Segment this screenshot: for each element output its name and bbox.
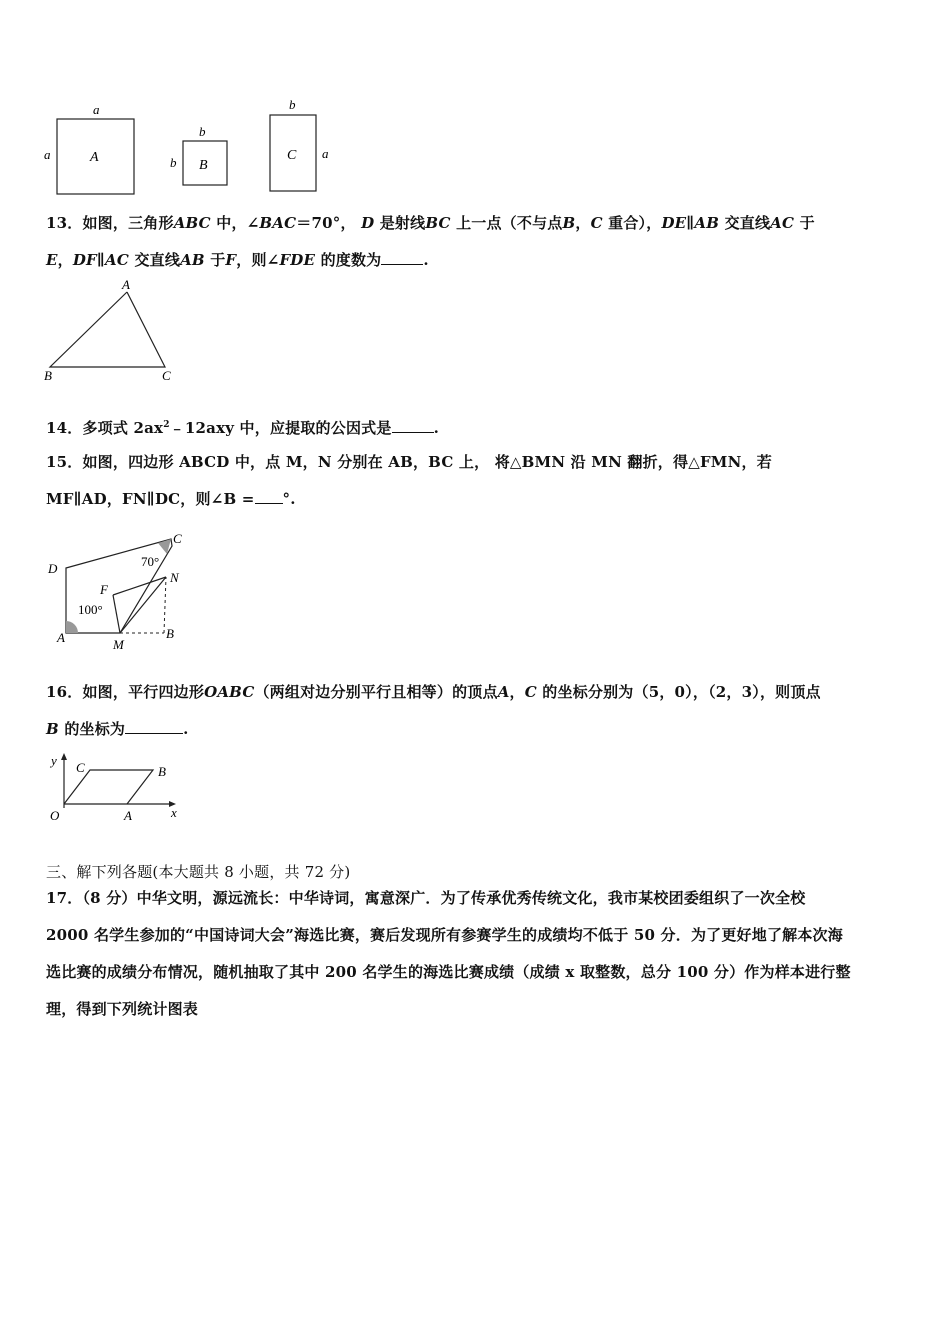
q16-text: . bbox=[183, 720, 189, 738]
q13-text: 于 bbox=[794, 214, 815, 232]
q14-text: ﹣12axy 中，应提取的公因式是 bbox=[169, 419, 392, 437]
q13-number: 13． bbox=[46, 214, 83, 232]
q14-superscript: 2 bbox=[163, 420, 170, 430]
vertex-A-label: A bbox=[122, 277, 130, 292]
q13-var: F bbox=[225, 251, 237, 269]
point-N-label: N bbox=[170, 570, 179, 585]
parallelogram-oabc bbox=[64, 770, 153, 804]
rect-C-top-label: b bbox=[289, 98, 296, 112]
q13-var: E bbox=[46, 251, 58, 269]
q13-var: DE∥AB bbox=[661, 214, 720, 232]
q17-line3 bbox=[46, 961, 851, 982]
y-axis-label: y bbox=[51, 753, 57, 768]
q13-var: BC bbox=[425, 214, 451, 232]
q16-var: OABC bbox=[204, 683, 255, 701]
q17-line4 bbox=[46, 998, 198, 1019]
vertex-C-label: C bbox=[162, 368, 171, 383]
q17-text: 2000 名学生参加的“中国诗词大会”海选比赛，赛后发现所有参赛学生的成绩均不低于 50 分．为了更好地了解本次海 bbox=[46, 926, 843, 944]
q16-line2 bbox=[46, 718, 189, 739]
q13-var: ABC bbox=[173, 214, 211, 232]
rect-A-top-label: a bbox=[93, 102, 100, 117]
q17-text: 17．（8 分）中华文明，源远流长：中华诗词，寓意深广．为了传承优秀传统文化，我市某校团委组织了一次全校 bbox=[46, 889, 806, 907]
angle-a-mark bbox=[66, 621, 78, 633]
vertex-C-label: C bbox=[173, 531, 182, 546]
x-axis-label: x bbox=[171, 805, 177, 820]
vertex-A-label: A bbox=[57, 630, 65, 645]
q13-var: C bbox=[590, 214, 603, 232]
q13-text: ＝70°， bbox=[296, 214, 356, 232]
q16-var: A bbox=[497, 683, 510, 701]
q16-coordinate-figure bbox=[40, 750, 190, 830]
point-F-label: F bbox=[100, 582, 108, 597]
q13-text: ，则∠ bbox=[236, 251, 280, 269]
q13-text: ， bbox=[57, 251, 73, 269]
rect-A-side-label: a bbox=[44, 147, 51, 162]
q16-line1 bbox=[46, 681, 821, 702]
q15-text: 15．如图，四边形 ABCD 中，点 M，N 分别在 AB，BC 上， 将△BMN 沿 MN 翻折，得△FMN，若 bbox=[46, 453, 772, 471]
point-M-label: M bbox=[113, 637, 124, 652]
q16-text: （两组对边分别平行且相等）的顶点 bbox=[254, 683, 498, 701]
q15-line2 bbox=[46, 488, 296, 509]
q13-var: B bbox=[562, 214, 576, 232]
vertex-B-label: B bbox=[166, 626, 174, 641]
q13-line1 bbox=[46, 212, 815, 233]
rect-B-top-label: b bbox=[199, 124, 206, 139]
q15-answer-blank bbox=[255, 491, 283, 504]
rect-A-label: A bbox=[90, 150, 99, 165]
q13-text: 是射线 bbox=[374, 214, 426, 232]
q15-text: MF∥AD，FN∥DC，则∠B = bbox=[46, 490, 255, 508]
triangle-abc bbox=[50, 292, 165, 367]
q13-var: DF∥AC bbox=[72, 251, 130, 269]
q16-text: 的坐标分别为（5，0），（2，3），则顶点 bbox=[536, 683, 821, 701]
q13-line2 bbox=[46, 249, 429, 270]
vertex-D-label: D bbox=[48, 561, 58, 576]
q13-var: D bbox=[361, 214, 375, 232]
q15-text: °. bbox=[282, 490, 296, 508]
q17-line2 bbox=[46, 924, 843, 945]
rect-C-side-label: a bbox=[322, 146, 329, 161]
q14-line bbox=[46, 417, 439, 438]
q13-text: 上一点（不与点 bbox=[450, 214, 563, 232]
q13-text: . bbox=[423, 251, 429, 269]
q13-answer-blank bbox=[381, 252, 423, 265]
section-3-title-text: 三、解下列各题(本大题共 8 小题，共 72 分) bbox=[46, 863, 351, 881]
rect-B-side-label: b bbox=[170, 155, 177, 170]
q15-quadrilateral-figure bbox=[40, 524, 200, 659]
q13-var: BAC bbox=[259, 214, 297, 232]
fold-mf bbox=[113, 595, 120, 633]
angle-c-label: 70° bbox=[141, 554, 160, 569]
rect-B-label: B bbox=[199, 158, 208, 173]
origin-O-label: O bbox=[50, 808, 60, 823]
q13-text: 的度数为 bbox=[315, 251, 382, 269]
y-axis-arrow bbox=[61, 753, 67, 760]
q13-var: FDE bbox=[279, 251, 316, 269]
q16-text: 16．如图，平行四边形 bbox=[46, 683, 205, 701]
q14-answer-blank bbox=[392, 420, 434, 433]
q13-text: 中，∠ bbox=[210, 214, 260, 232]
q16-answer-blank bbox=[125, 721, 183, 734]
q17-text: 理，得到下列统计图表 bbox=[46, 1000, 199, 1018]
q14-text: 14．多项式 2ax bbox=[46, 419, 164, 437]
q16-text: ， bbox=[509, 683, 525, 701]
vertex-C-label: C bbox=[76, 760, 85, 775]
q16-var: B bbox=[46, 720, 59, 738]
vertex-B-label: B bbox=[44, 368, 52, 383]
q13-triangle-figure bbox=[40, 276, 190, 386]
section-3-title bbox=[46, 861, 350, 882]
q13-text: 交直线 bbox=[719, 214, 771, 232]
q16-var: C bbox=[524, 683, 537, 701]
q13-text: 于 bbox=[204, 251, 226, 269]
q16-text: 的坐标为 bbox=[58, 720, 126, 738]
q13-var: AC bbox=[770, 214, 795, 232]
rect-C-label: C bbox=[287, 148, 297, 163]
q17-text: 选比赛的成绩分布情况，随机抽取了其中 200 名学生的海选比赛成绩（成绩 x 取整数，总分 100 分）作为样本进行整 bbox=[46, 963, 851, 981]
vertex-A-label: A bbox=[124, 808, 132, 823]
q17-line1 bbox=[46, 887, 805, 908]
vertex-B-label: B bbox=[158, 764, 166, 779]
q13-var: AB bbox=[180, 251, 205, 269]
dashed-bn bbox=[164, 577, 166, 633]
q15-line1 bbox=[46, 451, 772, 472]
q13-text: 交直线 bbox=[129, 251, 181, 269]
q13-text: ， bbox=[575, 214, 591, 232]
q13-text: 重合）， bbox=[602, 214, 662, 232]
q14-text: . bbox=[433, 419, 439, 437]
q13-text: 如图，三角形 bbox=[82, 214, 174, 232]
rectangles-figure bbox=[40, 98, 340, 198]
angle-a-label: 100° bbox=[78, 602, 103, 617]
